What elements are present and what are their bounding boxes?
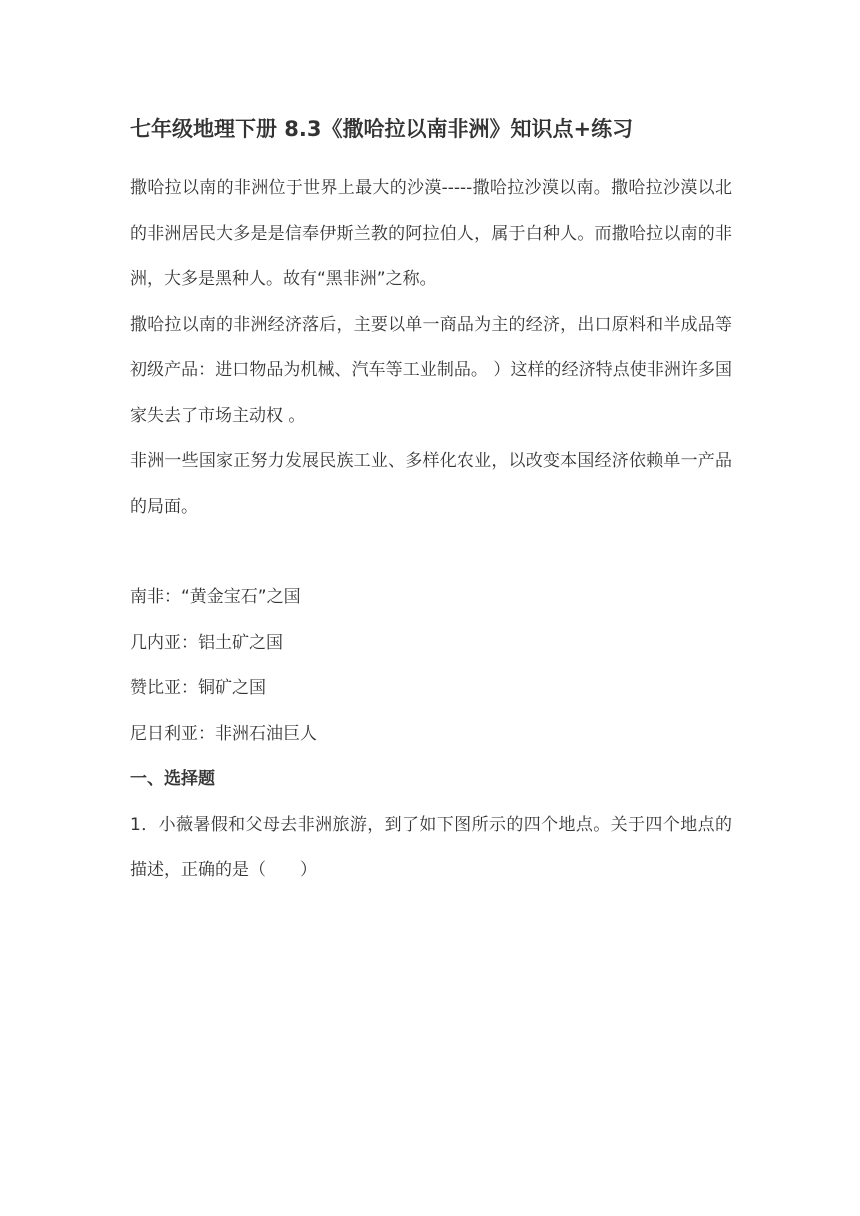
page-title: 七年级地理下册 8.3《撒哈拉以南非洲》知识点+练习: [130, 117, 634, 141]
country-facts-list: [130, 575, 732, 757]
section-heading-multiple-choice: 一、选择题: [130, 769, 215, 789]
paragraph-economy: 撒哈拉以南的非洲经济落后，主要以单一商品为主的经济，出口原料和半成品等初级产品：进口物品为机械、汽车等工业制品。 ）这样的经济特点使非洲许多国家失去了市场主动权 。: [130, 314, 732, 426]
paragraph-development: 非洲一些国家正努力发展民族工业、多样化农业，以改变本国经济依赖单一产品的局面。: [130, 451, 732, 517]
question-1: 1．小薇暑假和父母去非洲旅游，到了如下图所示的四个地点。关于四个地点的描述，正确的是（ ）: [130, 814, 732, 880]
fact-guinea: 几内亚：铝土矿之国: [130, 632, 283, 653]
document-content: [130, 112, 732, 894]
fact-zambia: 赞比亚：铜矿之国: [130, 678, 266, 698]
fact-south-africa: 南非：“黄金宝石”之国: [130, 587, 301, 607]
paragraph-sahara-location: 撒哈拉以南的非洲位于世界上最大的沙漠-----撒哈拉沙漠以南。撒哈拉沙漠以北的非洲居民大多是是信奉伊斯兰教的阿拉伯人，属于白种人。而撒哈拉以南的非洲，大多是黑种人。故有“黑非洲”之称。: [130, 178, 732, 289]
fact-nigeria: 尼日利亚：非洲石油巨人: [130, 723, 317, 744]
